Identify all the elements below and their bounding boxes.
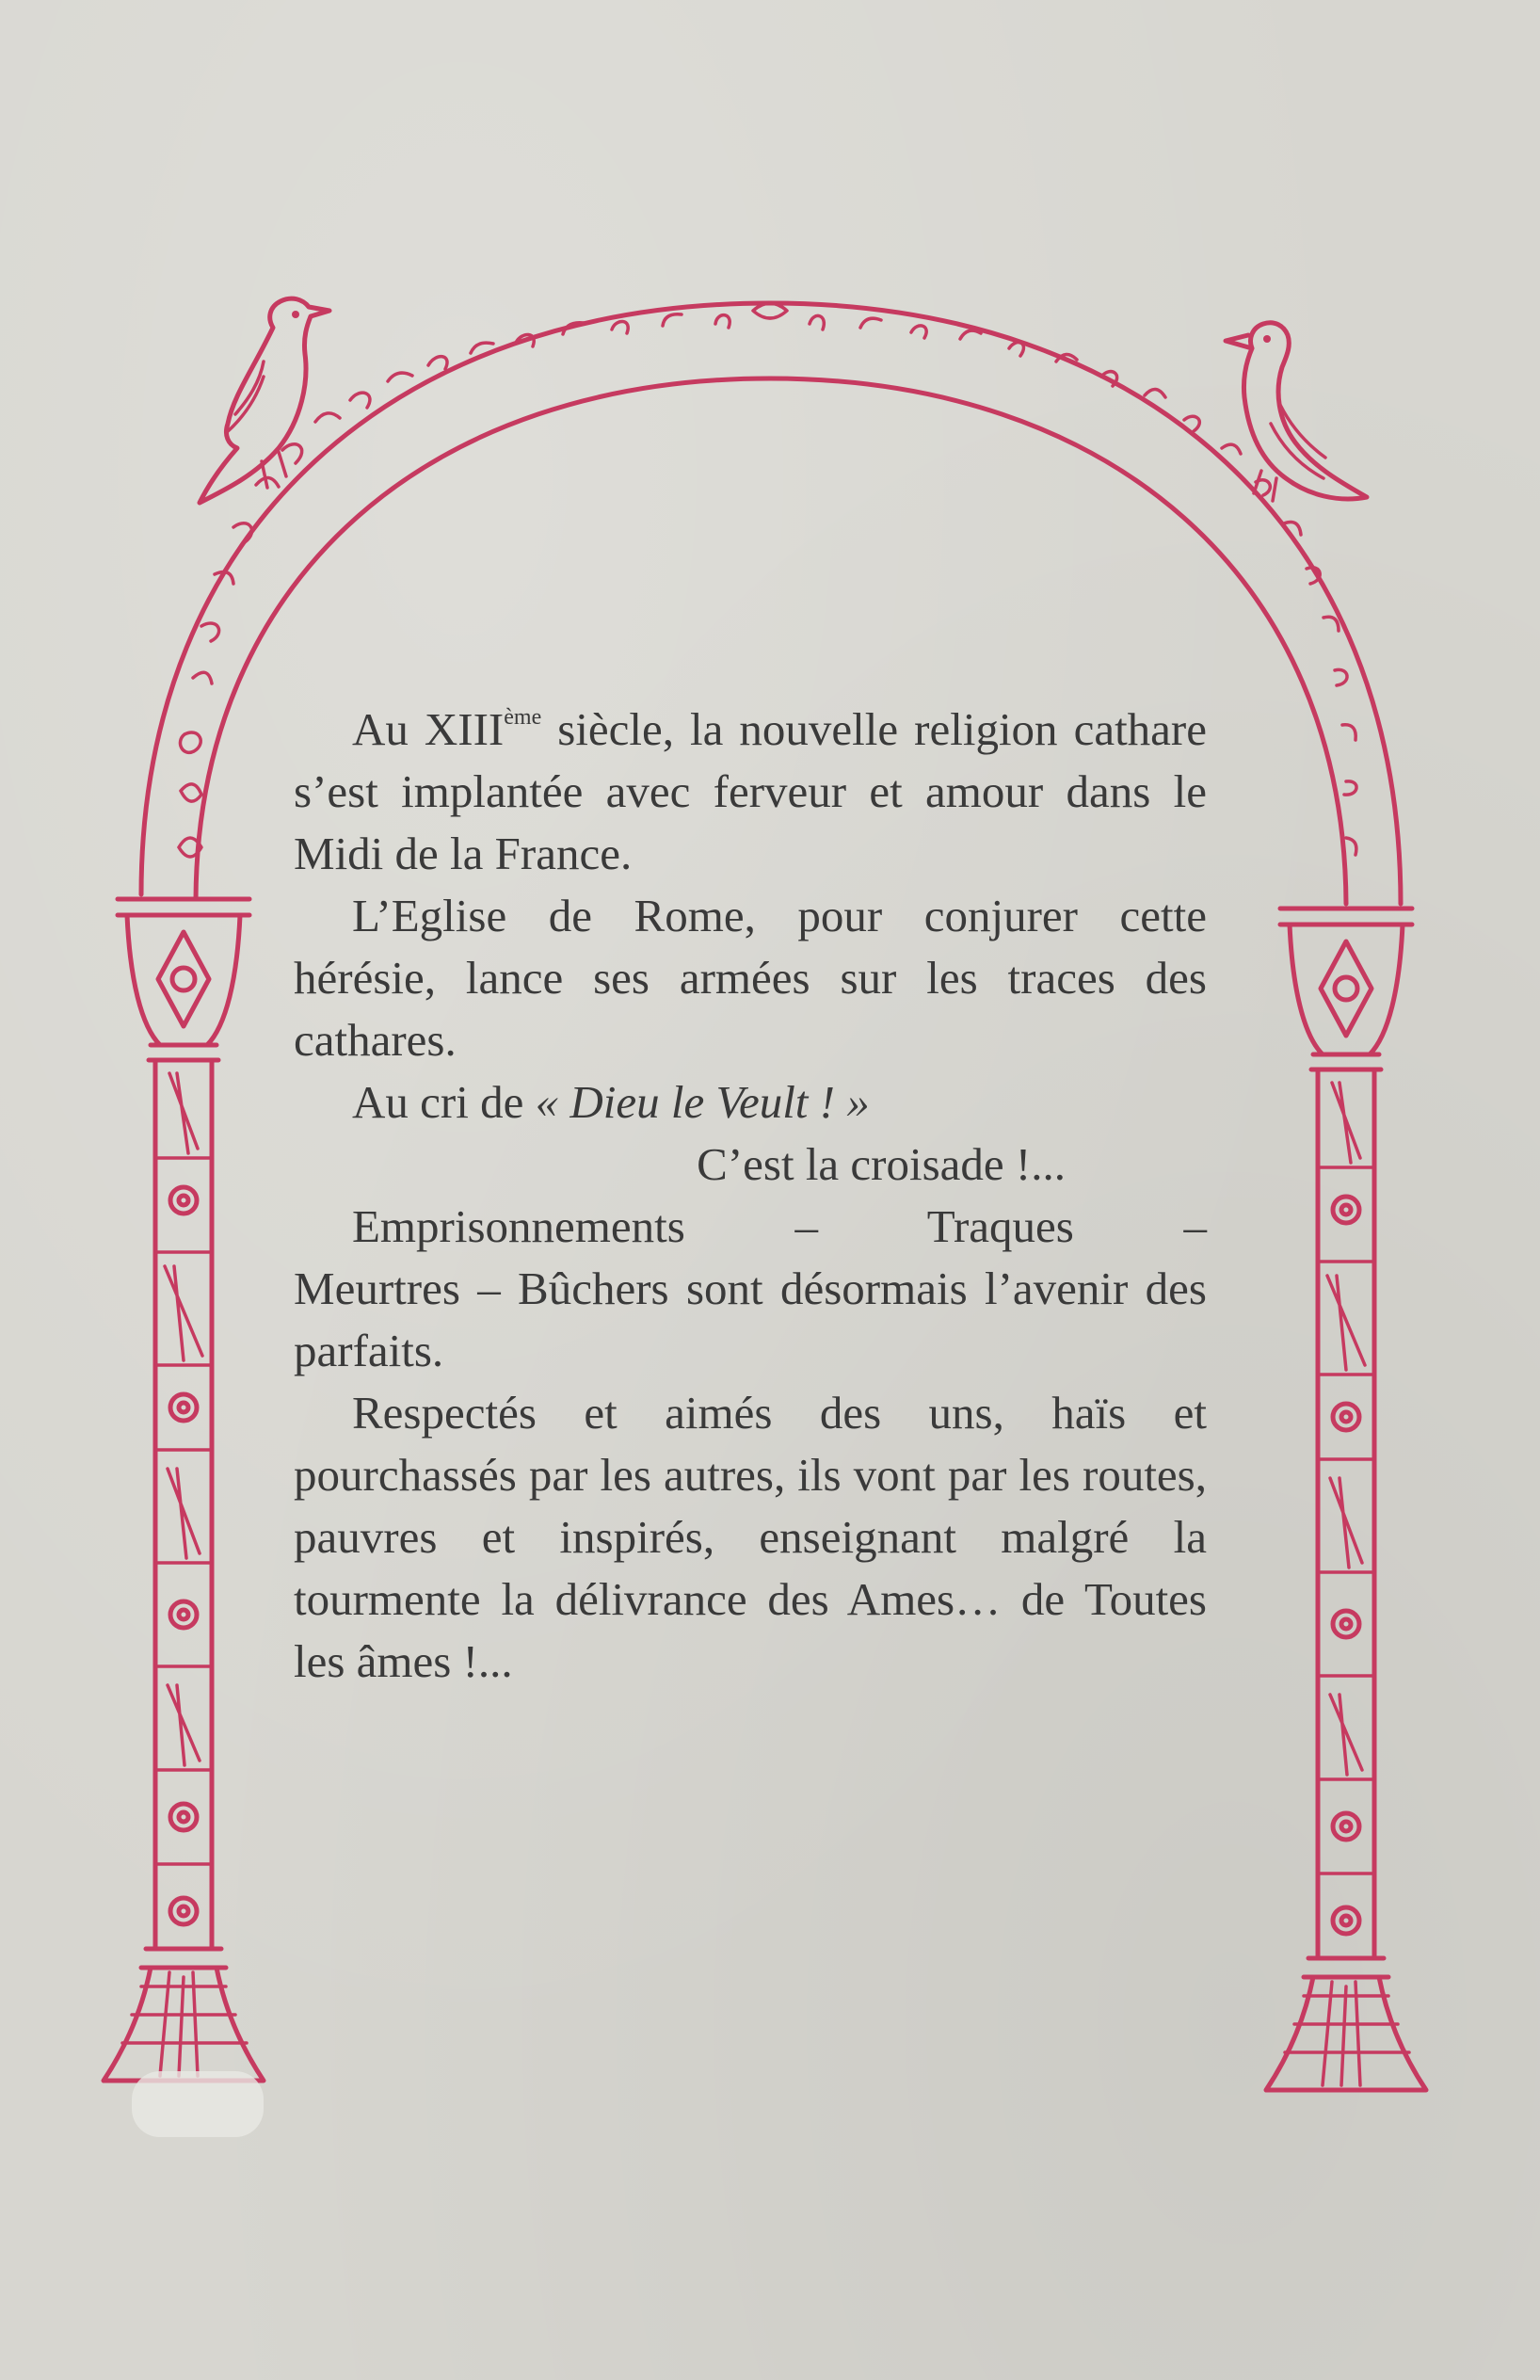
p3-prefix: Au cri de xyxy=(352,1076,536,1128)
p1-superscript: ème xyxy=(504,705,542,730)
right-bird-icon xyxy=(1226,323,1367,501)
left-column xyxy=(104,899,264,2081)
paragraph-5: Respectés et aimés des uns, haïs et pourchassés par les autres, ils vont par les routes, pauvres et inspirés, enseignant malgré la tourmente la délivrance des Ames… de Toutes les âmes !... xyxy=(294,1387,1207,1687)
paragraph-4-line-1: Emprisonnements – Traques – xyxy=(352,1200,1207,1252)
p3-quote: « Dieu le Veult ! » xyxy=(535,1076,870,1128)
right-column xyxy=(1266,909,1426,2090)
paragraph-3 xyxy=(294,1071,1207,1134)
p1-rest: siècle, la nouvelle religion cathare s’est implantée avec ferveur et amour dans le Midi de la France. xyxy=(294,703,1207,879)
body-text xyxy=(294,699,1207,1693)
p1-prefix: Au XIII xyxy=(352,703,505,755)
paragraph-1 xyxy=(294,699,1207,885)
paper-smudge xyxy=(132,2071,264,2137)
paragraph-4-rest: Meurtres – Bûchers sont désormais l’avenir des parfaits. xyxy=(294,1262,1207,1376)
paragraph-3-continuation: C’est la croisade !... xyxy=(697,1138,1066,1190)
left-bird-icon xyxy=(200,298,329,503)
paragraph-2: L’Eglise de Rome, pour conjurer cette hérésie, lance ses armées sur les traces des cathares. xyxy=(294,890,1207,1066)
